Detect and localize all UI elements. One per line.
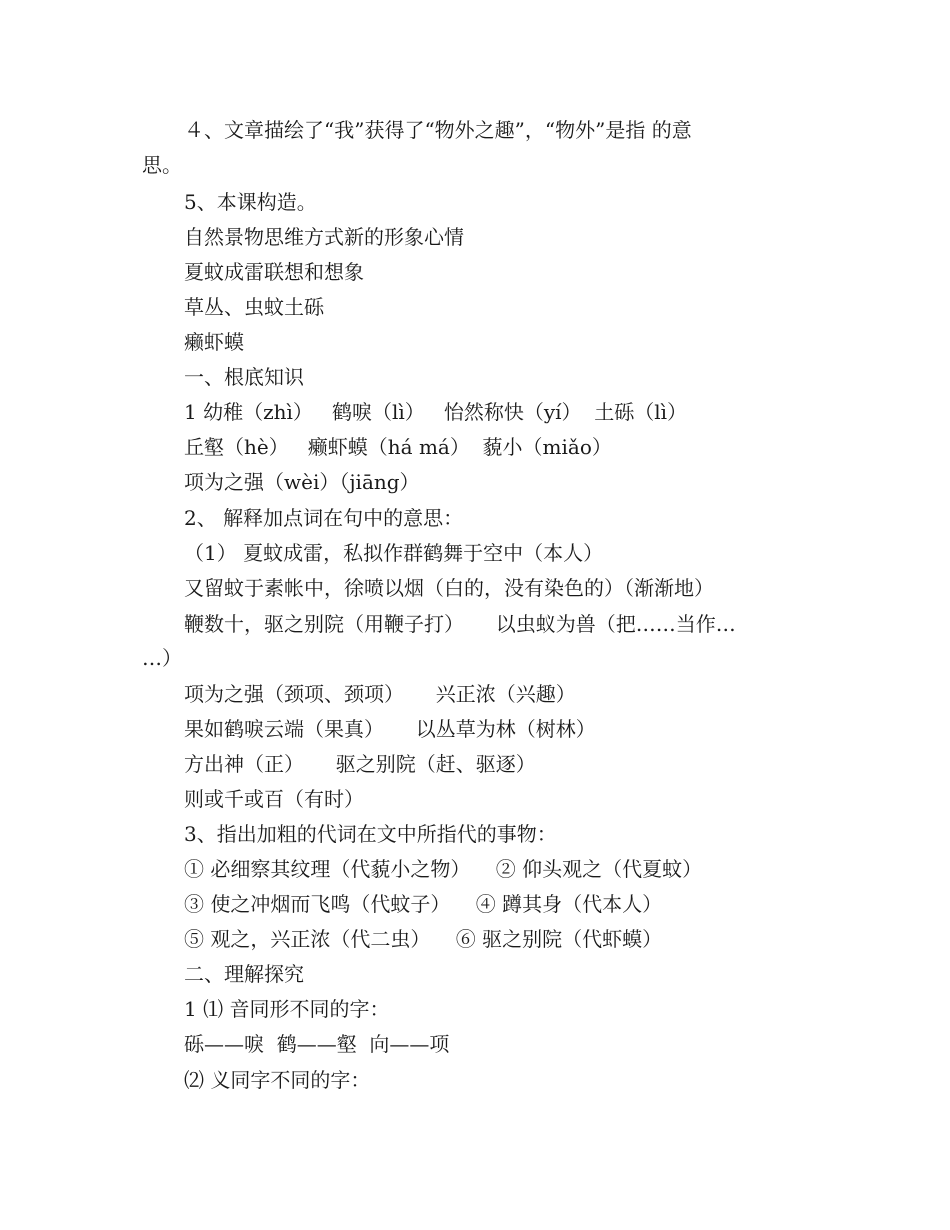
text-line: ４、文章描绘了“我”获得了“物外之趣”，“物外”是指 的意 — [184, 118, 692, 142]
text-line: 思。 — [142, 153, 182, 177]
text-line: ③ 使之冲烟而飞鸣（代蚊子） ④ 蹲其身（代本人） — [184, 892, 663, 916]
text-line: 则或千或百（有时） — [184, 787, 364, 811]
text-line: ⑵ 义同字不同的字： — [184, 1068, 371, 1092]
section-heading: 一、根底知识 — [184, 365, 304, 389]
text-line: 自然景物思维方式新的形象心情 — [184, 225, 464, 249]
text-line: 砾——唳 鹤——壑 向——项 — [184, 1032, 450, 1056]
text-line: 5、本课构造。 — [184, 190, 317, 214]
text-line: 2、 解释加点词在句中的意思： — [184, 506, 464, 530]
text-line: 项为之强（颈项、颈项） 兴正浓（兴趣） — [184, 682, 576, 706]
text-line: 鞭数十，驱之别院（用鞭子打） 以虫蚁为兽（把……当作… — [184, 612, 736, 636]
text-line: 癞虾蟆 — [184, 330, 244, 354]
text-line: ① 必细察其纹理（代藐小之物） ② 仰头观之（代夏蚊） — [184, 857, 703, 881]
text-line: 1 幼稚（zhì） 鹤唳（lì） 怡然称快（yí） 土砾（lì） — [184, 400, 688, 424]
text-line: 1 ⑴ 音同形不同的字： — [184, 997, 390, 1021]
text-line: 3、指出加粗的代词在文中所指代的事物： — [184, 822, 557, 846]
text-line: ⑤ 观之，兴正浓（代二虫） ⑥ 驱之别院（代虾蟆） — [184, 927, 663, 951]
text-line: 又留蚊于素帐中，徐喷以烟（白的，没有染色的）（渐渐地） — [184, 576, 714, 600]
text-line: （1） 夏蚊成雷，私拟作群鹤舞于空中（本人） — [184, 541, 604, 565]
text-line: 果如鹤唳云端（果真） 以丛草为林（树林） — [184, 717, 596, 741]
text-line: 项为之强（wèi）（jiāng） — [184, 470, 420, 494]
text-line: 方出神（正） 驱之别院（赶、驱逐） — [184, 752, 536, 776]
text-line: 丘壑（hè） 癞虾蟆（há má） 藐小（miǎo） — [184, 435, 612, 459]
text-line: 夏蚊成雷联想和想象 — [184, 260, 364, 284]
text-line: …） — [142, 646, 182, 670]
section-heading: 二、理解探究 — [184, 962, 304, 986]
text-line: 草丛、虫蚊土砾 — [184, 295, 324, 319]
